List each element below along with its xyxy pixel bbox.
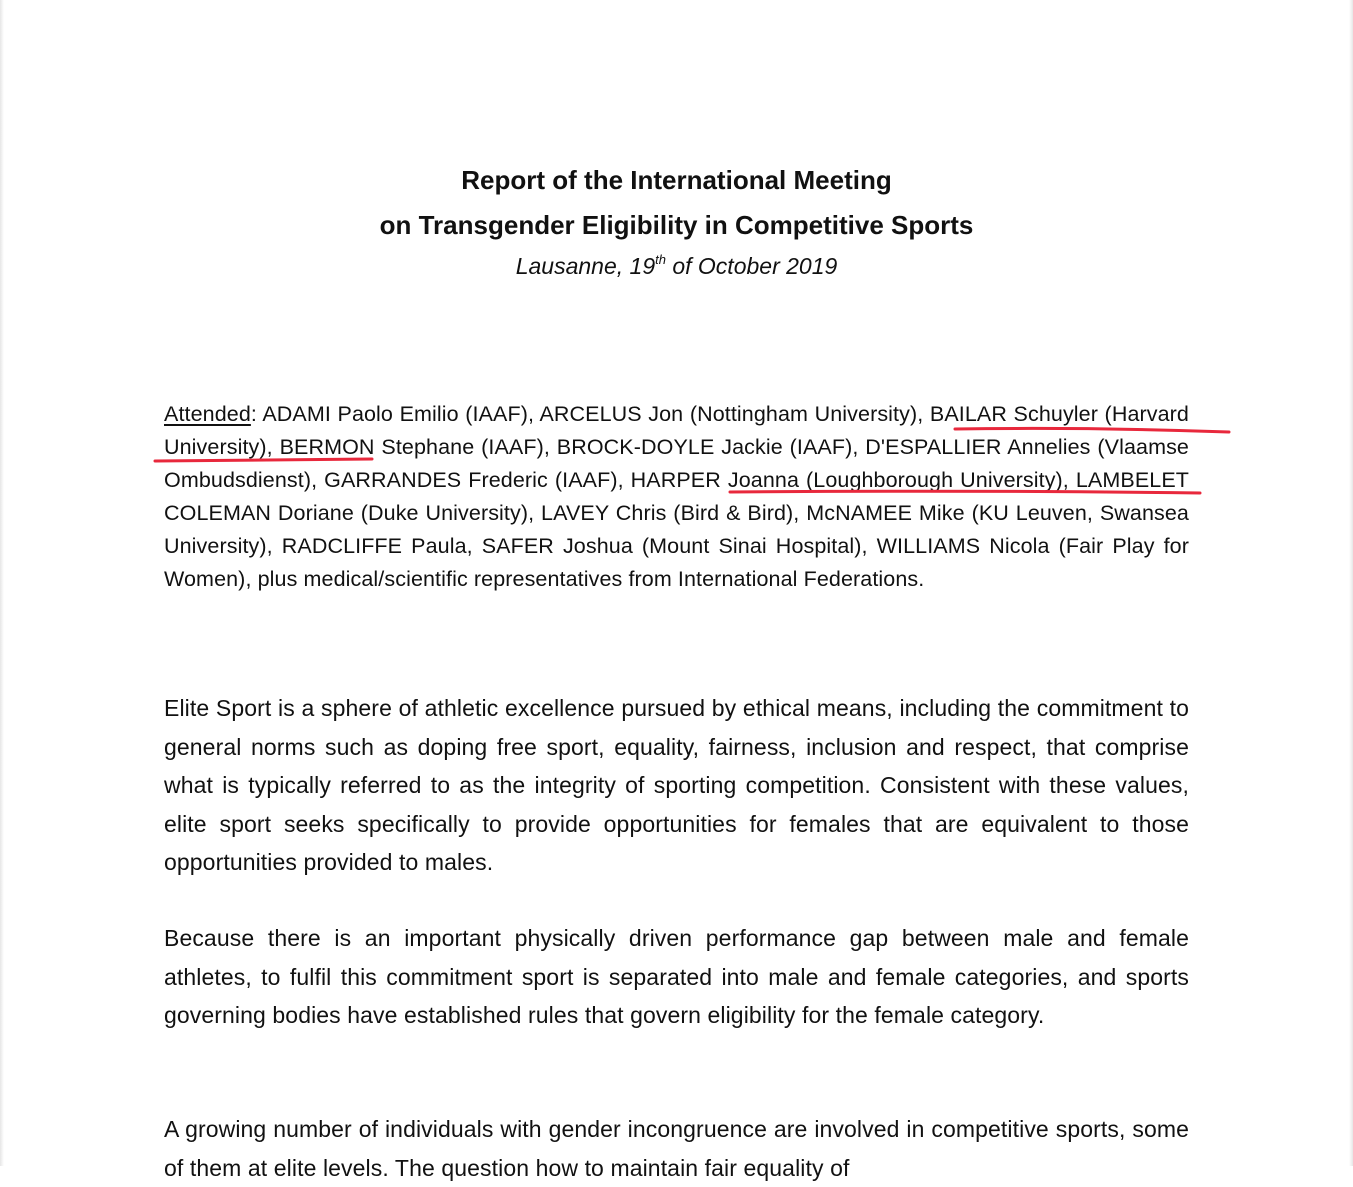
document-title-line-1: Report of the International Meeting <box>461 165 892 195</box>
body-paragraph-1: Elite Sport is a sphere of athletic excellence pursued by ethical means, including the commitment to general norms such as doping free sport, equality, fairness, inclusion and respect, that comprise what is typically referred to as the integrity of sporting competition. Consistent with these values, elite sport seeks specifically to provide opportunities for females that are equivalent to those opportunities provided to males. <box>164 695 1189 875</box>
subtitle-place-date: Lausanne, 19 <box>515 253 656 279</box>
body-paragraph-2: Because there is an important physically driven performance gap between male and female athletes, to fulfil this commitment sport is separated into male and female categories, and sports governing bodies have established rules that govern eligibility for the female category. <box>164 925 1189 1028</box>
attendees-paragraph <box>164 398 1189 596</box>
attended-label: Attended <box>164 402 251 426</box>
subtitle-ordinal-suffix: th <box>655 252 666 267</box>
document-title-line-2: on Transgender Eligibility in Competitive Sports <box>379 210 974 240</box>
attendees-list: : ADAMI Paolo Emilio (IAAF), ARCELUS Jon (Nottingham University), BAILAR Schuyler (Harvard University), BERMON Stephane (IAAF), BROCK-DOYLE Jackie (IAAF), D'ESPALLIER Annelies (Vlaamse Ombudsdienst), GARRANDES Frederic (IAAF), HARPER Joanna (Loughborough University), LAMBELET COLEMAN Doriane (Duke University), LAVEY Chris (Bird & Bird), McNAMEE Mike (KU Leuven, Swansea University), RADCLIFFE Paula, SAFER Joshua (Mount Sinai Hospital), WILLIAMS Nicola (Fair Play for Women), plus medical/scientific representatives from International Federations. <box>164 402 1189 591</box>
body-paragraph-3: A growing number of individuals with gender incongruence are involved in competitive sports, some of them at elite levels. The question how to maintain fair equality of <box>164 1116 1189 1181</box>
document-subtitle <box>0 246 1353 286</box>
subtitle-month-year: of October 2019 <box>665 253 838 279</box>
title-block <box>0 158 1353 286</box>
